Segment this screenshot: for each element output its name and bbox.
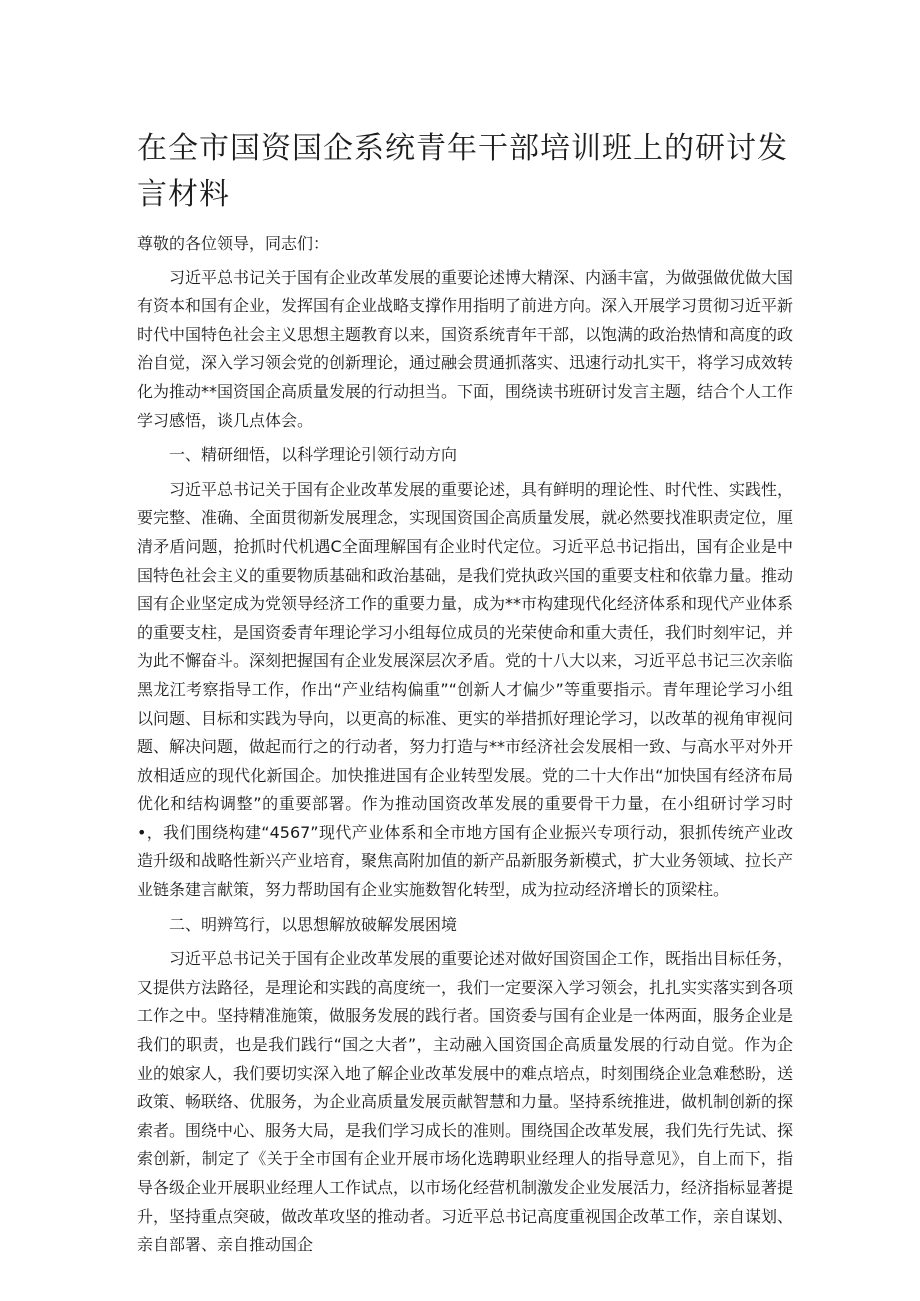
section-1-paragraph: 习近平总书记关于国有企业改革发展的重要论述，具有鲜明的理论性、时代性、实践性，要完整、准确、全面贯彻新发展理念，实现国资国企高质量发展，就必然要找准职责定位，厘清矛盾问题，抢抓时代机遇C全面理解国有企业时代定位。习近平总书记指出，国有企业是中国特色社会主义的重要物质基础和政治基础，是我们党执政兴国的重要支柱和依靠力量。推动国有企业坚定成为党领导经济工作的重要力量，成为**市构建现代化经济体系和现代产业体系的重要支柱，是国资委青年理论学习小组每位成员的光荣使命和重大责任，我们时刻牢记，并为此不懈奋斗。深刻把握国有企业发展深层次矛盾。党的十八大以来，习近平总书记三次亲临黑龙江考察指导工作，作出“产业结构偏重”“创新人才偏少”等重要指示。青年理论学习小组以问题、目标和实践为导向，以更高的标准、更实的举措抓好理论学习，以改革的视角审视问题、解决问题，做起而行之的行动者，努力打造与**市经济社会发展相一致、与高水平对外开放相适应的现代化新国企。加快推进国有企业转型发展。党的二十大作出“加快国有经济布局优化和结构调整”的重要部署。作为推动国资改革发展的重要骨干力量，在小组研讨学习时•，我们围绕构建“4567”现代产业体系和全市地方国有企业振兴专项行动，狠抓传统产业改造升级和战略性新兴产业培育，聚焦高附加值的新产品新服务新模式，扩大业务领域、拉长产业链条建言献策，努力帮助国有企业实施数智化转型，成为拉动经济增长的顶梁柱。 (137, 479, 794, 900)
section-2-paragraph: 习近平总书记关于国有企业改革发展的重要论述对做好国资国企工作，既指出目标任务，又提供方法路径，是理论和实践的高度统一，我们一定要深入学习领会，扎扎实实落实到各项工作之中。坚持精准施策，做服务发展的践行者。国资委与国有企业是一体两面，服务企业是我们的职责，也是我们践行“国之大者”，主动融入国资国企高质量发展的行动自觉。作为企业的娘家人，我们要切实深入地了解企业改革发展中的难点培点，时刻围绕企业急难愁盼，送政策、畅联络、优服务，为企业高质量发展贡献智慧和力量。坚持系统推进，做机制创新的探索者。围绕中心、服务大局，是我们学习成长的准则。围绕国企改革发展，我们先行先试、探索创新，制定了《关于全市国有企业开展市场化选聘职业经理人的指导意见》，自上而下，指导各级企业开展职业经理人工作试点，以市场化经营机制激发企业发展活力，经济指标显著提升，坚持重点突破，做改革攻坚的推动者。习近平总书记高度重视国企改革工作，亲自谋划、亲自部署、亲自推动国企 (137, 949, 794, 1255)
salutation: 尊敬的各位领导，同志们： (137, 234, 330, 253)
section-1-heading: 一、精研细悟，以科学理论引领行动方向 (169, 445, 458, 465)
document-body (137, 230, 793, 1266)
section-2-heading: 二、明辨笃行，以思想解放破解发展困境 (169, 914, 458, 934)
intro-paragraph: 习近平总书记关于国有企业改革发展的重要论述博大精深、内涵丰富，为做强做优做大国有资本和国有企业，发挥国有企业战略支撑作用指明了前进方向。深入开展学习贯彻习近平新时代中国特色社会主义思想主题教育以来，国资系统青年干部，以饱满的政治热情和高度的政治自觉，深入学习领会党的创新理论，通过融会贯通抓落实、迅速行动扎实干，将学习成效转化为推动**国资国企高质量发展的行动担当。下面，围绕读书班研讨发言主题，结合个人工作学习感悟，谈几点体会。 (137, 267, 794, 430)
document-title: 在全市国资国企系统青年干部培训班上的研讨发言材料 (137, 131, 788, 212)
